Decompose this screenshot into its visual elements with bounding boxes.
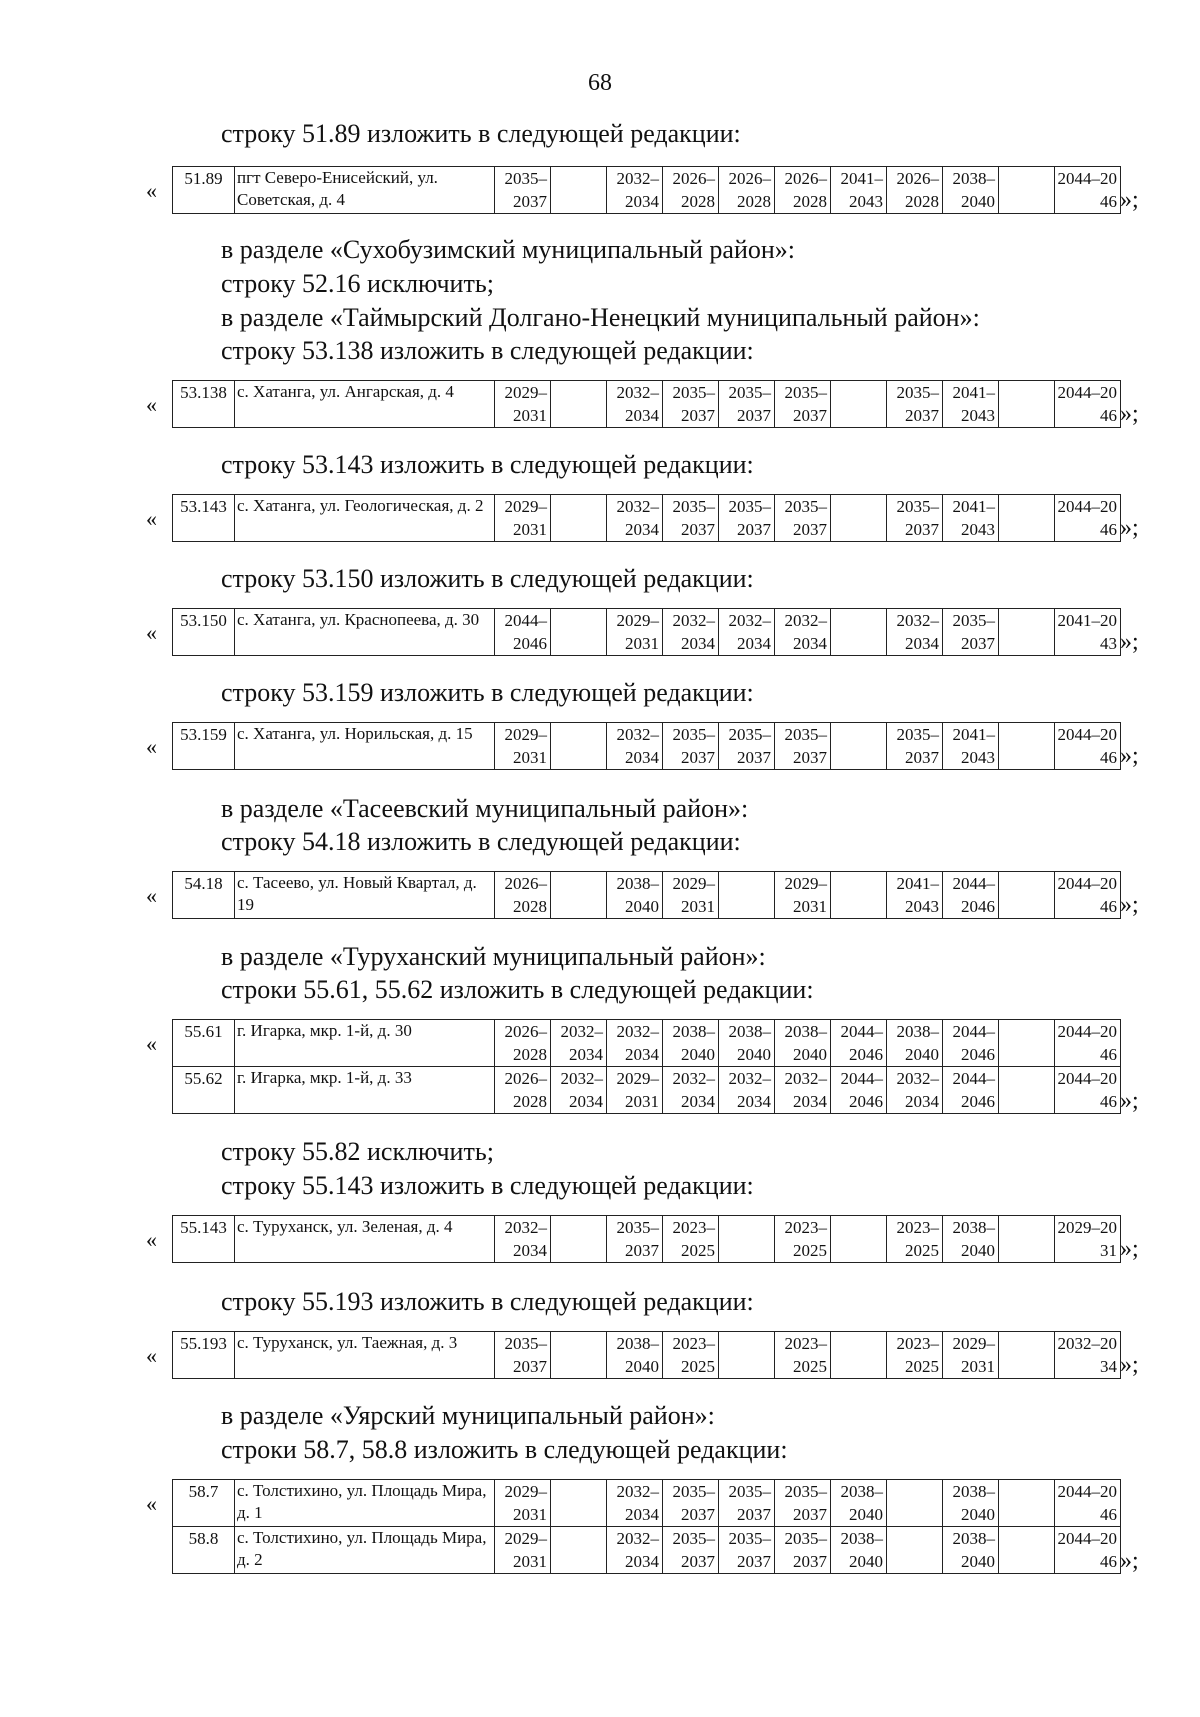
row-number-cell: 55.61 [173,1020,235,1067]
year-range-cell: 2029–2031 [495,495,551,542]
amendment-block [146,608,1156,658]
year-range-cell [887,1480,943,1527]
year-range-cell: 2044–2046 [943,872,999,919]
year-range-cell [719,1332,775,1379]
year-range-cell: 2035–2037 [719,381,775,428]
amendment-block [146,1479,1156,1577]
year-range-cell: 2035–2037 [887,495,943,542]
year-range-cell: 2044–2046 [831,1020,887,1067]
opening-quote: « [146,883,157,908]
amendment-table [172,494,1121,542]
year-range-cell: 2035–2037 [663,381,719,428]
table-row [173,723,1121,770]
year-range-cell [831,723,887,770]
year-range-cell: 2044–2046 [1055,723,1121,770]
year-range-cell: 2032–2034 [607,1480,663,1527]
year-range-cell: 2029–2031 [663,872,719,919]
address-cell: с. Тасеево, ул. Новый Квартал, д. 19 [235,872,495,919]
year-range-cell [551,1216,607,1263]
year-range-cell: 2032–2034 [607,167,663,214]
year-range-cell: 2044–2046 [1055,1527,1121,1574]
year-range-cell: 2029–2031 [1055,1216,1121,1263]
instruction-line: строки 55.61, 55.62 изложить в следующей редакции: [221,975,814,1004]
year-range-cell [999,167,1055,214]
instruction-line: строку 53.138 изложить в следующей редакции: [221,336,754,365]
table-row [173,167,1121,214]
amendment-table [172,871,1121,919]
year-range-cell: 2041–2043 [831,167,887,214]
year-range-cell [551,495,607,542]
year-range-cell [999,1020,1055,1067]
year-range-cell: 2044–2046 [943,1020,999,1067]
year-range-cell: 2035–2037 [719,495,775,542]
year-range-cell [999,1216,1055,1263]
year-range-cell [999,381,1055,428]
year-range-cell [999,495,1055,542]
table-row [173,609,1121,656]
year-range-cell: 2035–2037 [887,381,943,428]
opening-quote: « [146,506,157,531]
year-range-cell: 2032–2034 [663,1067,719,1114]
year-range-cell [551,609,607,656]
instruction-line: строки 58.7, 58.8 изложить в следующей редакции: [221,1435,788,1464]
table-row [173,1067,1121,1114]
year-range-cell: 2041–2043 [1055,609,1121,656]
closing-quote: »; [1120,515,1139,541]
row-number-cell: 53.159 [173,723,235,770]
year-range-cell: 2032–2034 [775,1067,831,1114]
page-number: 68 [588,70,612,96]
year-range-cell [999,1332,1055,1379]
year-range-cell: 2032–2034 [607,723,663,770]
year-range-cell: 2035–2037 [775,723,831,770]
year-range-cell [551,1332,607,1379]
table-row [173,1527,1121,1574]
amendment-table [172,1215,1121,1263]
closing-quote: »; [1120,892,1139,918]
year-range-cell: 2026–2028 [663,167,719,214]
year-range-cell: 2038–2040 [775,1020,831,1067]
opening-quote: « [146,392,157,417]
table-row [173,1020,1121,1067]
year-range-cell: 2038–2040 [943,1480,999,1527]
row-number-cell: 55.143 [173,1216,235,1263]
year-range-cell: 2044–2046 [1055,495,1121,542]
instruction-line: строку 54.18 изложить в следующей редакции: [221,827,741,856]
year-range-cell: 2029–2031 [495,1480,551,1527]
year-range-cell: 2044–2046 [1055,1020,1121,1067]
year-range-cell: 2035–2037 [495,1332,551,1379]
address-cell: с. Хатанга, ул. Краснопеева, д. 30 [235,609,495,656]
year-range-cell: 2044–2046 [1055,872,1121,919]
year-range-cell [831,381,887,428]
amendment-table [172,166,1121,214]
year-range-cell: 2026–2028 [775,167,831,214]
year-range-cell: 2032–2034 [719,1067,775,1114]
closing-quote: »; [1120,629,1139,655]
amendment-table [172,722,1121,770]
year-range-cell: 2035–2037 [719,723,775,770]
year-range-cell: 2032–2034 [607,1020,663,1067]
year-range-cell: 2044–2046 [943,1067,999,1114]
year-range-cell: 2026–2028 [887,167,943,214]
year-range-cell: 2032–2034 [887,609,943,656]
year-range-cell [551,381,607,428]
year-range-cell: 2032–2034 [775,609,831,656]
year-range-cell: 2023–2025 [663,1216,719,1263]
year-range-cell: 2041–2043 [887,872,943,919]
row-number-cell: 53.138 [173,381,235,428]
address-cell: с. Туруханск, ул. Зеленая, д. 4 [235,1216,495,1263]
year-range-cell [999,1067,1055,1114]
year-range-cell: 2035–2037 [663,495,719,542]
year-range-cell: 2038–2040 [887,1020,943,1067]
year-range-cell: 2038–2040 [943,167,999,214]
year-range-cell: 2032–2034 [719,609,775,656]
instruction-line: строку 53.150 изложить в следующей редакции: [221,564,754,593]
closing-quote: »; [1120,1236,1139,1262]
instruction-line: строку 51.89 изложить в следующей редакции: [221,119,741,148]
year-range-cell: 2035–2037 [607,1216,663,1263]
year-range-cell: 2029–2031 [775,872,831,919]
amendment-table [172,380,1121,428]
row-number-cell: 53.150 [173,609,235,656]
amendment-block [146,1019,1156,1117]
address-cell: с. Толстихино, ул. Площадь Мира, д. 1 [235,1480,495,1527]
row-number-cell: 55.193 [173,1332,235,1379]
address-cell: пгт Северо-Енисейский, ул. Советская, д. 4 [235,167,495,214]
year-range-cell: 2029–2031 [607,1067,663,1114]
row-number-cell: 58.7 [173,1480,235,1527]
year-range-cell [719,872,775,919]
amendment-block [146,1331,1156,1381]
address-cell: с. Толстихино, ул. Площадь Мира, д. 2 [235,1527,495,1574]
year-range-cell: 2023–2025 [887,1216,943,1263]
year-range-cell [999,609,1055,656]
amendment-table [172,1479,1121,1574]
closing-quote: »; [1120,1548,1139,1574]
opening-quote: « [146,1491,157,1516]
year-range-cell: 2032–2034 [663,609,719,656]
year-range-cell: 2032–2034 [495,1216,551,1263]
year-range-cell: 2032–2034 [607,495,663,542]
table-row [173,1216,1121,1263]
year-range-cell: 2035–2037 [775,1480,831,1527]
year-range-cell: 2038–2040 [663,1020,719,1067]
year-range-cell [887,1527,943,1574]
address-cell: г. Игарка, мкр. 1-й, д. 33 [235,1067,495,1114]
row-number-cell: 51.89 [173,167,235,214]
address-cell: с. Хатанга, ул. Ангарская, д. 4 [235,381,495,428]
address-cell: с. Хатанга, ул. Норильская, д. 15 [235,723,495,770]
year-range-cell: 2038–2040 [719,1020,775,1067]
row-number-cell: 54.18 [173,872,235,919]
amendment-block [146,871,1156,921]
year-range-cell: 2032–2034 [1055,1332,1121,1379]
instruction-line: строку 55.143 изложить в следующей редакции: [221,1171,754,1200]
year-range-cell [551,1480,607,1527]
year-range-cell: 2032–2034 [607,381,663,428]
year-range-cell: 2044–2046 [495,609,551,656]
closing-quote: »; [1120,401,1139,427]
year-range-cell: 2041–2043 [943,381,999,428]
address-cell: с. Туруханск, ул. Таежная, д. 3 [235,1332,495,1379]
year-range-cell [551,167,607,214]
section-heading: в разделе «Таймырский Долгано-Ненецкий муниципальный район»: [221,303,980,332]
year-range-cell: 2035–2037 [719,1480,775,1527]
row-number-cell: 53.143 [173,495,235,542]
row-number-cell: 58.8 [173,1527,235,1574]
year-range-cell [831,495,887,542]
year-range-cell [831,872,887,919]
year-range-cell: 2029–2031 [943,1332,999,1379]
year-range-cell: 2035–2037 [495,167,551,214]
opening-quote: « [146,734,157,759]
amendment-table [172,1331,1121,1379]
section-heading: в разделе «Сухобузимский муниципальный район»: [221,235,795,264]
year-range-cell [831,609,887,656]
year-range-cell: 2023–2025 [887,1332,943,1379]
year-range-cell: 2029–2031 [495,723,551,770]
opening-quote: « [146,178,157,203]
year-range-cell: 2026–2028 [495,872,551,919]
year-range-cell [999,1480,1055,1527]
year-range-cell [999,723,1055,770]
year-range-cell [831,1216,887,1263]
closing-quote: »; [1120,1088,1139,1114]
year-range-cell: 2023–2025 [663,1332,719,1379]
year-range-cell: 2038–2040 [943,1527,999,1574]
year-range-cell: 2032–2034 [551,1067,607,1114]
section-heading: в разделе «Туруханский муниципальный район»: [221,942,766,971]
amendment-block [146,722,1156,772]
amendment-table [172,608,1121,656]
year-range-cell: 2038–2040 [831,1527,887,1574]
instruction-line: строку 55.82 исключить; [221,1137,494,1166]
year-range-cell [551,1527,607,1574]
year-range-cell: 2029–2031 [495,381,551,428]
year-range-cell: 2032–2034 [607,1527,663,1574]
year-range-cell [999,872,1055,919]
year-range-cell: 2038–2040 [943,1216,999,1263]
closing-quote: »; [1120,187,1139,213]
amendment-block [146,380,1156,430]
opening-quote: « [146,1343,157,1368]
closing-quote: »; [1120,1352,1139,1378]
closing-quote: »; [1120,743,1139,769]
year-range-cell: 2032–2034 [551,1020,607,1067]
amendment-table [172,1019,1121,1114]
year-range-cell: 2038–2040 [607,872,663,919]
year-range-cell [551,723,607,770]
amendment-block [146,494,1156,544]
year-range-cell: 2029–2031 [607,609,663,656]
year-range-cell: 2041–2043 [943,495,999,542]
year-range-cell [719,1216,775,1263]
year-range-cell: 2044–2046 [1055,1480,1121,1527]
instruction-line: строку 55.193 изложить в следующей редакции: [221,1287,754,1316]
section-heading: в разделе «Тасеевский муниципальный район»: [221,794,749,823]
year-range-cell: 2035–2037 [663,1527,719,1574]
year-range-cell: 2023–2025 [775,1332,831,1379]
year-range-cell: 2035–2037 [887,723,943,770]
year-range-cell: 2035–2037 [943,609,999,656]
year-range-cell: 2032–2034 [887,1067,943,1114]
year-range-cell: 2035–2037 [775,1527,831,1574]
table-row [173,872,1121,919]
address-cell: г. Игарка, мкр. 1-й, д. 30 [235,1020,495,1067]
year-range-cell: 2026–2028 [719,167,775,214]
year-range-cell: 2026–2028 [495,1067,551,1114]
year-range-cell: 2035–2037 [775,381,831,428]
year-range-cell [831,1332,887,1379]
year-range-cell: 2035–2037 [719,1527,775,1574]
address-cell: с. Хатанга, ул. Геологическая, д. 2 [235,495,495,542]
table-row [173,381,1121,428]
year-range-cell: 2044–2046 [831,1067,887,1114]
year-range-cell: 2035–2037 [663,723,719,770]
table-row [173,1332,1121,1379]
year-range-cell: 2035–2037 [663,1480,719,1527]
year-range-cell [999,1527,1055,1574]
table-row [173,495,1121,542]
amendment-block [146,166,1156,216]
instruction-line: строку 53.159 изложить в следующей редакции: [221,678,754,707]
table-row [173,1480,1121,1527]
year-range-cell: 2038–2040 [831,1480,887,1527]
instruction-line: строку 53.143 изложить в следующей редакции: [221,450,754,479]
year-range-cell: 2041–2043 [943,723,999,770]
section-heading: в разделе «Уярский муниципальный район»: [221,1401,715,1430]
year-range-cell [551,872,607,919]
year-range-cell: 2035–2037 [775,495,831,542]
opening-quote: « [146,620,157,645]
amendment-block [146,1215,1156,1265]
year-range-cell: 2044–2046 [1055,381,1121,428]
opening-quote: « [146,1227,157,1252]
year-range-cell: 2026–2028 [495,1020,551,1067]
year-range-cell: 2023–2025 [775,1216,831,1263]
year-range-cell: 2044–2046 [1055,1067,1121,1114]
row-number-cell: 55.62 [173,1067,235,1114]
year-range-cell: 2044–2046 [1055,167,1121,214]
year-range-cell: 2038–2040 [607,1332,663,1379]
year-range-cell: 2029–2031 [495,1527,551,1574]
opening-quote: « [146,1031,157,1056]
instruction-line: строку 52.16 исключить; [221,269,494,298]
